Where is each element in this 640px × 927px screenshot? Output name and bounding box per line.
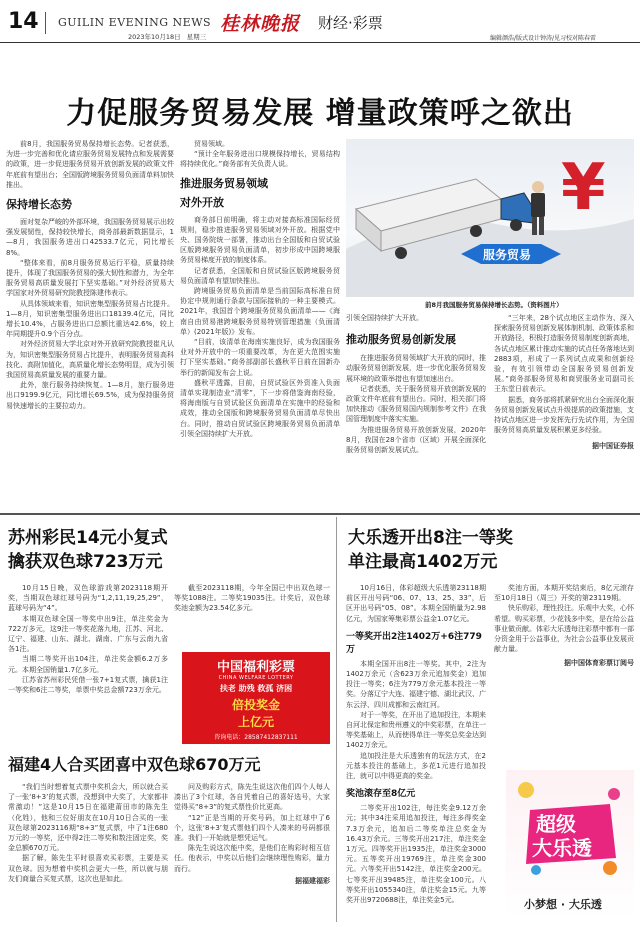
paragraph: “我们当时想着复式票中奖机会大，所以就合买了一张‘8+3’的复式票，没想到中大奖了，大家都非常激动！”这是10月15日在福建莆田市的陈先生（化姓），他和三位好朋友在10月10日合买的一张双色球第2023116期“8+3”复式票，中了1注680万元的一等奖，还中得2注二等奖和数注固定奖，奖金总额670万元。 [8, 783, 168, 853]
ad-badge-2: 上亿元 [237, 715, 274, 729]
paragraph: 10月15日晚，双色球游戏第2023118期开奖，当期双色球红球号码为“1,2,11,19,25,29”，蓝球号码为“4”。 [8, 584, 168, 613]
dlt-column-2 [494, 583, 634, 668]
paragraph: 追加投注是大乐透独有的玩法方式，在2元基本投注的基础上，多花1元进行追加投注，就可以中得更高的奖金。 [346, 751, 486, 781]
paragraph: 盛秋平透露，目前，自贸试验区外资准入负面清单实现制造业“清零”，下一步将借鉴海南经验，将海南版与自贸试验区负面清单在实施中的经验和成效，推动全国版和跨境服务贸易负面清单尽快出台。同时，推动自贸试验区跨境服务贸易负面清单引领全国持续扩大开放。 [180, 378, 340, 438]
promo-title-1: 超级 [536, 812, 576, 836]
lead-column-2 [180, 139, 340, 439]
suzhou-headline [8, 526, 328, 574]
lead-column-3 [346, 313, 486, 455]
lead-headline: 力促服务贸易发展 增量政策呼之欲出 [66, 96, 574, 131]
issue-date: 2023年10月18日 [128, 33, 181, 41]
paragraph: 据了解，陈先生平时很喜欢买彩票，主要是买双色球。因为想着中奖机会更大一些，所以就与朋友们商量合买复式票，这次也是如此。 [8, 854, 168, 883]
paragraph: 从具体领域来看，知识密集型服务贸易占比提升。1—8月，知识密集型服务进出口18139.4亿元，同比增长10.4%，占服务进出口总额比重达42.6%，较上年同期提升0.9个百分点。 [6, 299, 174, 339]
paragraph: “预计全年服务进出口规模保持增长，贸易结构将持续优化。”商务部有关负责人说。 [180, 150, 340, 169]
daletou-promo [506, 770, 634, 918]
dlt-column-1 [346, 583, 486, 905]
paragraph: “12”正是当期的开奖号码，加上红球中了6个，这张‘8+3’复式票他们四个人凑来的号码都很准。我们一开始就是想凭运气。 [174, 813, 330, 843]
lead-intro: 前8月，我国服务贸易保持增长态势。记者获悉，为进一步完善和优化请应服务贸易发展特点和发展需要的政策，进一步促进服务贸易开放创新发展的政策文件年底前有望出台；全国版跨境服务贸易负面清单料加快推出。 [6, 140, 174, 189]
paragraph: 商务部日前明确，将主动对接高标准国际经贸规则，稳步推进服务贸易领域对外开放。根据党中央、国务院统一部署，推动出台全国版和自贸试验区版跨境服务贸易负面清单，初步形成中国跨境服务贸易梯度开放的制度体系。 [180, 215, 340, 265]
paragraph: 奖池方面，本期开奖结束后，8亿元滚存至10月18日（周三）开奖的第23119期。 [494, 584, 634, 603]
svg-text:¥: ¥ [561, 151, 606, 225]
paragraph: 此外，旅行服务持续恢复。1—8月，旅行服务进出口9199.9亿元，同比增长69.5%，成为保持服务贸易快速增长的主要拉动力。 [6, 381, 174, 410]
ad-title: 中国福利彩票 [216, 660, 295, 675]
ad-english: CHINA WELFARE LOTTERY [218, 675, 294, 681]
paragraph: 记者获悉，关于服务贸易开放创新发展的政策文件年底前有望出台。同时，相关部门将加快推动《服务贸易国内规制参考文件》在我国管理制度中落实实施。 [346, 384, 486, 424]
paragraph: 问及购彩方式，陈先生说这次他们四个人每人凑出了3个红球，各自凭着自己的喜好选号，大家觉得买“8+3”的复式票性价比更高。 [174, 783, 330, 812]
paragraph: 二等奖开出102注，每注奖金9.12万余元；其中34注采用追加投注，每注多得奖金7.3万余元，追加后二等奖单注总奖金为16.43万余元。三等奖开出217注，单注奖金1万元。四等奖开出1935注，单注奖金3000元。五等奖开出19769注，单注奖金300元。六等奖开出5142注，单注奖金200元。七等奖开出39485注，单注奖金100元。八等奖开出1055340注，单注奖金15元。九等奖开出9720688注，单注奖金5元。 [346, 804, 486, 905]
lead-photo-caption: 前8月我国服务贸易保持增长态势。（资料图片） [425, 301, 563, 309]
paragraph: 跨境服务贸易负面清单是当前国际高标准自贸协定中规则通行条款与国际接轨的一种主要模式。2021年，我国首个跨境服务贸易负面清单——《海南自由贸易港跨境服务贸易特别管理措施（负面清单）(2021年版)》发布。 [180, 287, 340, 336]
paragraph: “三年来，28个试点地区主动作为、深入探索服务贸易创新发展体制机制、政策体系和开放路径，积极打造服务贸易制度创新高地，各试点地区累计推动实施的试点任务落地达到2883项，形成了一系列试点成果和创新经验，有效引领带动全国服务贸易创新发展。”商务部服务贸易和商贸服务业司副司长王东堂日前表示。 [494, 314, 634, 394]
promo-title-2: 大乐透 [532, 836, 592, 860]
masthead-rule [0, 42, 640, 43]
promo-tagline: 小梦想 · 大乐透 [524, 898, 602, 911]
welfare-lottery-ad [182, 652, 330, 744]
paragraph: “目前，该清单在海南实施良好，成为我国服务业对外开放中的一项重要改革，为在更大范围实施打下坚实基础。”商务部副部长盛秋平日前在国新办举行的新闻发布会上说。 [180, 338, 340, 377]
headline-line: 大乐透开出8注一等奖 [348, 528, 513, 548]
headline-line: 擒获双色球723万元 [8, 552, 163, 572]
paper-logo: 桂林晚报 [220, 13, 301, 35]
lead-subhead-3: 推动服务贸易创新发展 [346, 333, 456, 347]
paragraph: 记者获悉，全国版和自贸试验区版跨境服务贸易负面清单有望加快推出。 [180, 266, 340, 285]
paragraph: 本期双色球全国一等奖中出9注，单注奖金为722万多元，这9注一等奖花落九地，江苏、河北、辽宁、福建、山东、湖北、湖南、广东与云南九省各1注。 [8, 614, 168, 654]
paragraph: 面对复杂严峻的外部环境，我国服务贸易展示出较强发展韧性，保持较快增长，商务部最新数据显示，1—8月，我国服务进出口42533.7亿元，同比增长8%。 [6, 218, 174, 257]
dlt-subhead-1: 一等奖开出2注1402万+6注779万 [346, 631, 482, 655]
paragraph: 贸易领域。 [194, 140, 229, 148]
fujian-headline: 福建4人合买团喜中双色球670万元 [8, 755, 261, 774]
masthead [0, 0, 640, 44]
ad-slogan: 扶老 助残 救孤 济困 [219, 684, 293, 693]
paragraph: 10月16日，体彩超级大乐透第23118期前区开出号码“06、07、13、25、33”，后区开出号码“05、08”。本期全国销量为2.98亿元，为国家筹集彩票公益金1.07亿元。 [346, 584, 486, 623]
fujian-column-1 [8, 782, 168, 884]
ad-phone: 28587412837111 [244, 734, 298, 741]
page-number-divider [45, 12, 46, 34]
suzhou-column-1 [8, 583, 168, 695]
ad-badge-1: 倍投奖金 [231, 698, 280, 712]
headline-line: 单注最高1402万元 [348, 552, 498, 572]
suzhou-column-2 [174, 583, 330, 614]
lead-subhead-2: 推进服务贸易领域对外开放 [180, 176, 268, 209]
paragraph: 快乐购彩，理性投注。乐观中大奖，心怀希望。购买彩票，少花钱多中奖，是在给公益事业做贡献。体彩大乐透每注彩票中都有一部分资金用于公益事业，为社会公益事业发展贡献力量。 [494, 604, 634, 654]
paragraph: 截至2023118期，今年全国已中出双色球一等奖1088注。二等奖19035注。计奖后，双色球奖池金额为23.54亿多元。 [174, 584, 330, 613]
dlt-subhead-2: 奖池滚存至8亿元 [346, 789, 416, 800]
paragraph: 陈先生说这次能中奖，是他们在购彩时相互信任。他表示，中奖以后他们会继续理性购彩，量力而行。 [174, 844, 330, 873]
page-number: 14 [8, 9, 39, 34]
dlt-headline [348, 526, 628, 574]
paragraph: 对于一等奖，在开出了追加投注，本期来自河北保定和贵州遵义的中奖彩票，在单注一等奖基础上，从而使得单注一等奖总奖金达到1402万余元。 [346, 710, 486, 750]
paragraph: 对外经济贸易大学北京对外开放研究院教授崔凡认为，知识密集型服务贸易占比提升，表明服务贸易高科技化、高附加值化，高质量化增长态势明显，成为引领我国贸易高质量发展的重要力量。 [6, 340, 174, 380]
lead-credit: 据中国证券报 [592, 442, 634, 451]
lead-subhead-1: 保持增长态势 [6, 198, 72, 212]
paragraph: 为推进服务贸易开放创新发展，2020年8月，我国在28个省市（区域）开展全面深化服务贸易创新发展试点。 [346, 425, 486, 455]
paragraph: 本期全国开出8注一等奖。其中，2注为1402万余元（含623万余元追加奖金）追加投注一等奖；6注为779万余元基本投注一等奖。分落辽宁大连、福建宁德、湖北武汉、广东云浮、四川成都和云南红河。 [346, 659, 486, 709]
fujian-column-2 [174, 782, 330, 886]
dlt-credit: 据中国体育彩票订阅号 [564, 659, 634, 668]
truck-illustration [346, 139, 634, 297]
paragraph: “整体来看，前8月服务贸易运行平稳，质量持续提升，体现了我国服务贸易的强大韧性和潜力，为全年服务贸易高质量发展打下坚实基础。”对外经济贸易大学国家对外贸易研究院教授陈建伟表示。 [6, 258, 174, 298]
paragraph: 江苏省苏州彩民凭借一张7+1复式票，擒获1注一等奖和6注二等奖，单票中奖总金额723万余元。 [8, 675, 168, 695]
fujian-credit: 据福建福彩 [295, 876, 330, 885]
paragraph: 当期二等奖开出104注，单注奖金额6.2万多元。本期全国销量1.7亿多元。 [8, 655, 168, 674]
paper-english-name: GUILIN EVENING NEWS [58, 16, 212, 29]
lead-photo [346, 139, 634, 297]
section-divider [0, 513, 640, 515]
issue-weekday: 星期三 [186, 33, 207, 41]
lead-column-1 [6, 139, 174, 411]
headline-line: 苏州彩民14元小复式 [8, 528, 168, 548]
section-name: 财经·彩票 [318, 14, 383, 32]
ad-phone-label: 咨询电话： [214, 734, 245, 741]
lead-column-4 [494, 313, 634, 451]
paragraph: 引领全国持续扩大开放。 [346, 314, 423, 322]
editors-line: 编辑颜浩/版式设计钟涛/见习校对陈春雷 [490, 35, 597, 42]
photo-sign-text: 服务贸易 [483, 248, 532, 262]
column-divider [336, 517, 337, 922]
paragraph: 据悉，商务部将抓紧研究出台全面深化服务贸易创新发展试点升级提质的政策措施，支持试点地区进一步发挥先行先试作用，为全国服务贸易高质量发展积累更多经验。 [494, 395, 634, 435]
paragraph: 在推进服务贸易领域扩大开放的同时，推动服务贸易创新发展，进一步优化服务贸易发展环境的政策举措也有望加速出台。 [346, 354, 486, 383]
